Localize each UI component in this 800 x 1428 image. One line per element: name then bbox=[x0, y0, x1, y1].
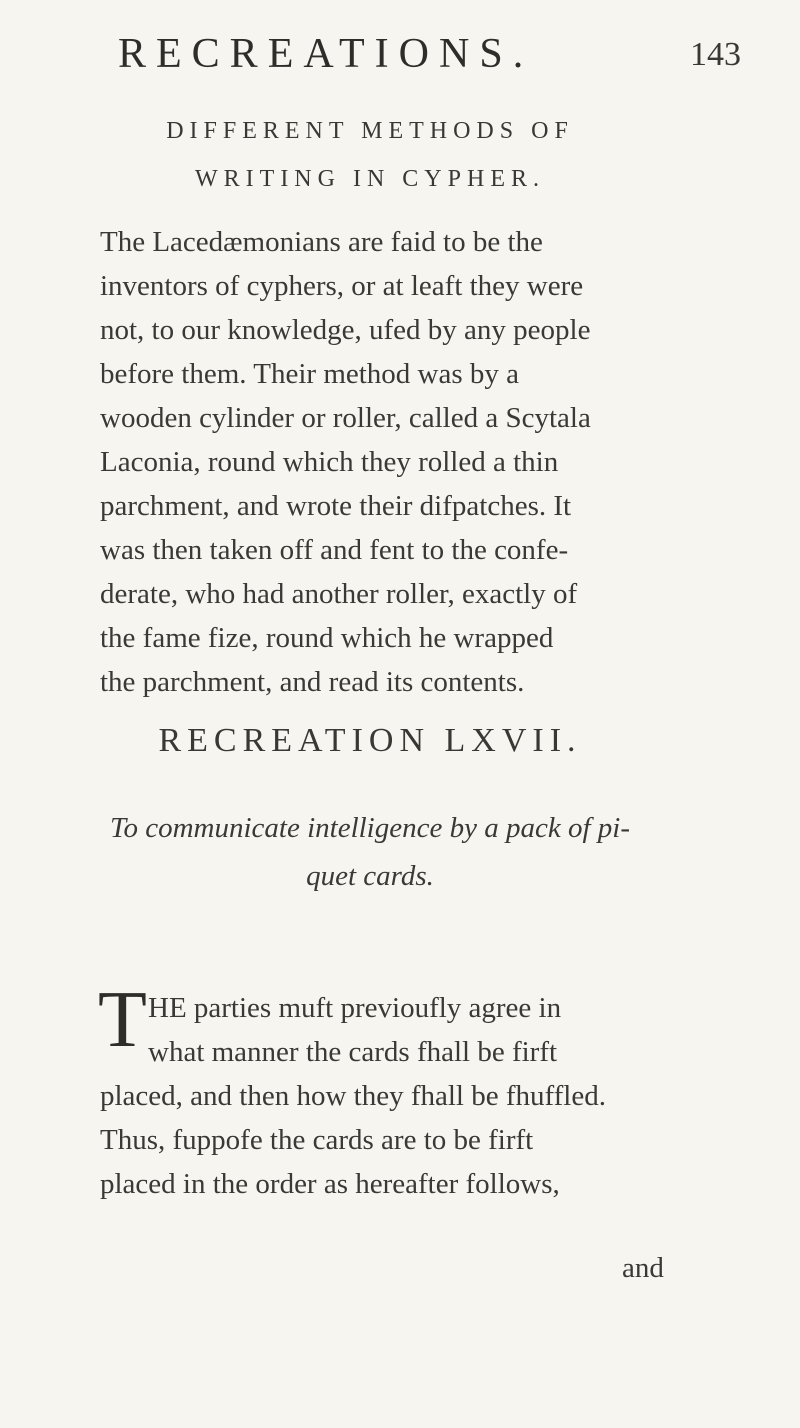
recreation-subtitle-line-2: quet cards. bbox=[306, 860, 434, 892]
drop-cap: T bbox=[98, 976, 147, 1064]
paragraph-line: the fame fize, round which he wrapped bbox=[100, 622, 554, 654]
page-number: 143 bbox=[690, 36, 741, 73]
paragraph-line: derate, who had another roller, exactly of bbox=[100, 578, 578, 610]
running-head: RECREATIONS. bbox=[118, 31, 534, 77]
paragraph-line: Thus, fuppofe the cards are to be firft bbox=[100, 1124, 534, 1156]
paragraph-line: inventors of cyphers, or at leaft they were bbox=[100, 270, 584, 302]
paragraph-line: before them. Their method was by a bbox=[100, 358, 520, 390]
recreation-subtitle-line-1: To communicate intelligence by a pack of pi- bbox=[110, 812, 630, 844]
paragraph-line: placed, and then how they fhall be fhuffled. bbox=[100, 1080, 606, 1112]
paragraph-line: what manner the cards fhall be firft bbox=[148, 1036, 558, 1068]
paragraph-line: Laconia, round which they rolled a thin bbox=[100, 446, 559, 478]
catchword: and bbox=[622, 1252, 664, 1284]
paragraph-line: HE parties muft previoufly agree in bbox=[148, 992, 562, 1024]
paragraph-line: the parchment, and read its contents. bbox=[100, 666, 525, 698]
paragraph-line: was then taken off and fent to the confe- bbox=[100, 534, 569, 566]
section-title-line-1: DIFFERENT METHODS OF bbox=[166, 118, 574, 144]
paragraph-line: parchment, and wrote their difpatches. It bbox=[100, 490, 572, 522]
paragraph-line: not, to our knowledge, ufed by any people bbox=[100, 314, 591, 346]
paragraph-line: placed in the order as hereafter follows, bbox=[100, 1168, 560, 1200]
section-title-line-2: WRITING IN CYPHER. bbox=[195, 166, 545, 192]
paragraph-line: The Lacedæmonians are faid to be the bbox=[100, 226, 543, 258]
recreation-heading: RECREATION LXVII. bbox=[158, 722, 582, 759]
paragraph-line: wooden cylinder or roller, called a Scytala bbox=[100, 402, 591, 434]
